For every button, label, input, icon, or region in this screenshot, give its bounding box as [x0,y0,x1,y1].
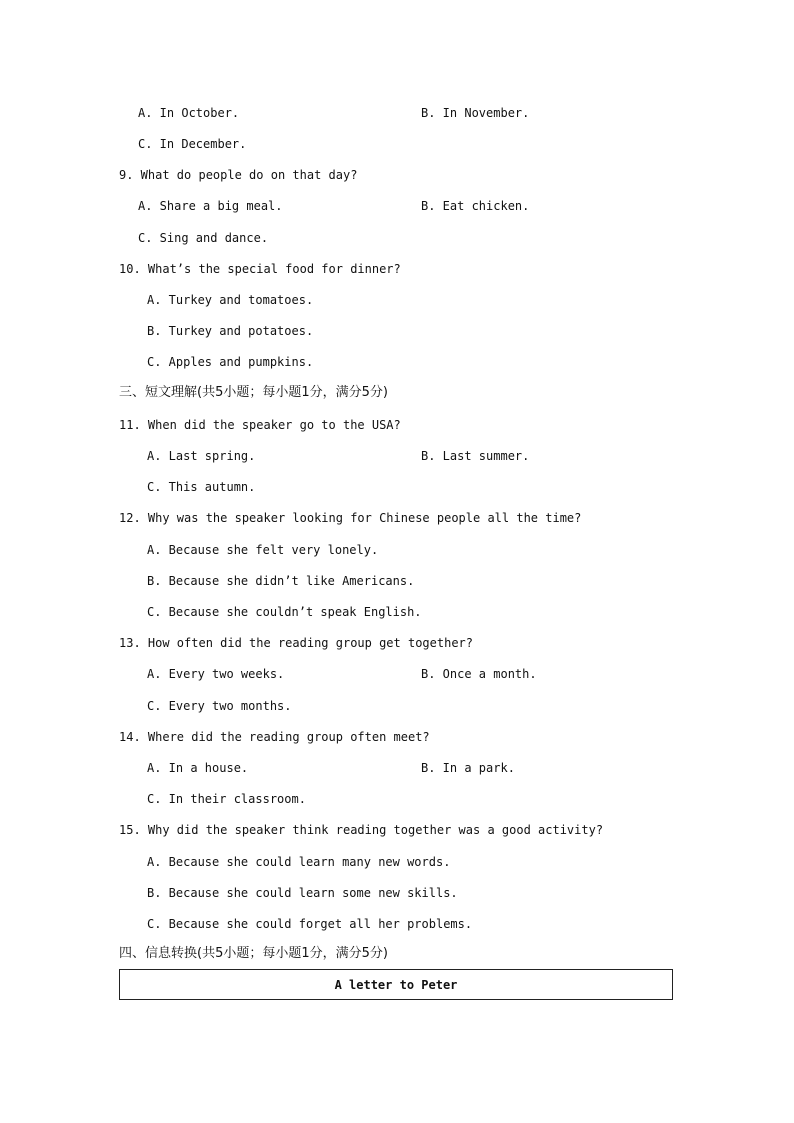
q8-option-a: A. In October. [138,106,240,120]
q9-option-b: B. Eat chicken. [421,199,530,213]
q12-option-a: A. Because she felt very lonely. [147,543,379,557]
q14-option-b: B. In a park. [421,761,515,775]
q11-option-a: A. Last spring. [147,449,256,463]
q9-question: 9. What do people do on that day? [119,168,358,182]
q15-option-b: B. Because she could learn some new skills. [147,886,458,900]
q10-question: 10. What’s the special food for dinner? [119,262,401,276]
q15-option-c: C. Because she could forget all her problems. [147,917,473,931]
q14-option-a: A. In a house. [147,761,249,775]
q15-option-a: A. Because she could learn many new words. [147,855,451,869]
section-4-heading: 四、信息转换(共5小题；每小题1分，满分5分) [119,946,388,961]
q14-option-c: C. In their classroom. [147,792,306,806]
q10-option-c: C. Apples and pumpkins. [147,355,314,369]
q12-question: 12. Why was the speaker looking for Chinese people all the time? [119,511,582,525]
q13-option-b: B. Once a month. [421,667,537,681]
q8-option-b: B. In November. [421,106,530,120]
q11-option-c: C. This autumn. [147,480,256,494]
q11-option-b: B. Last summer. [421,449,530,463]
q9-option-c: C. Sing and dance. [138,231,269,245]
q9-option-a: A. Share a big meal. [138,199,283,213]
q13-option-a: A. Every two weeks. [147,667,285,681]
q14-question: 14. Where did the reading group often meet? [119,730,430,744]
q15-question: 15. Why did the speaker think reading together was a good activity? [119,823,604,837]
q10-option-a: A. Turkey and tomatoes. [147,293,314,307]
q13-option-c: C. Every two months. [147,699,292,713]
q10-option-b: B. Turkey and potatoes. [147,324,314,338]
q13-question: 13. How often did the reading group get together? [119,636,474,650]
letter-title-box [119,969,673,1000]
q12-option-b: B. Because she didn’t like Americans. [147,574,415,588]
letter-title: A letter to Peter [334,978,458,992]
q11-question: 11. When did the speaker go to the USA? [119,418,401,432]
section-3-heading: 三、短文理解(共5小题；每小题1分，满分5分) [119,385,388,400]
q12-option-c: C. Because she couldn’t speak English. [147,605,422,619]
q8-option-c: C. In December. [138,137,247,151]
